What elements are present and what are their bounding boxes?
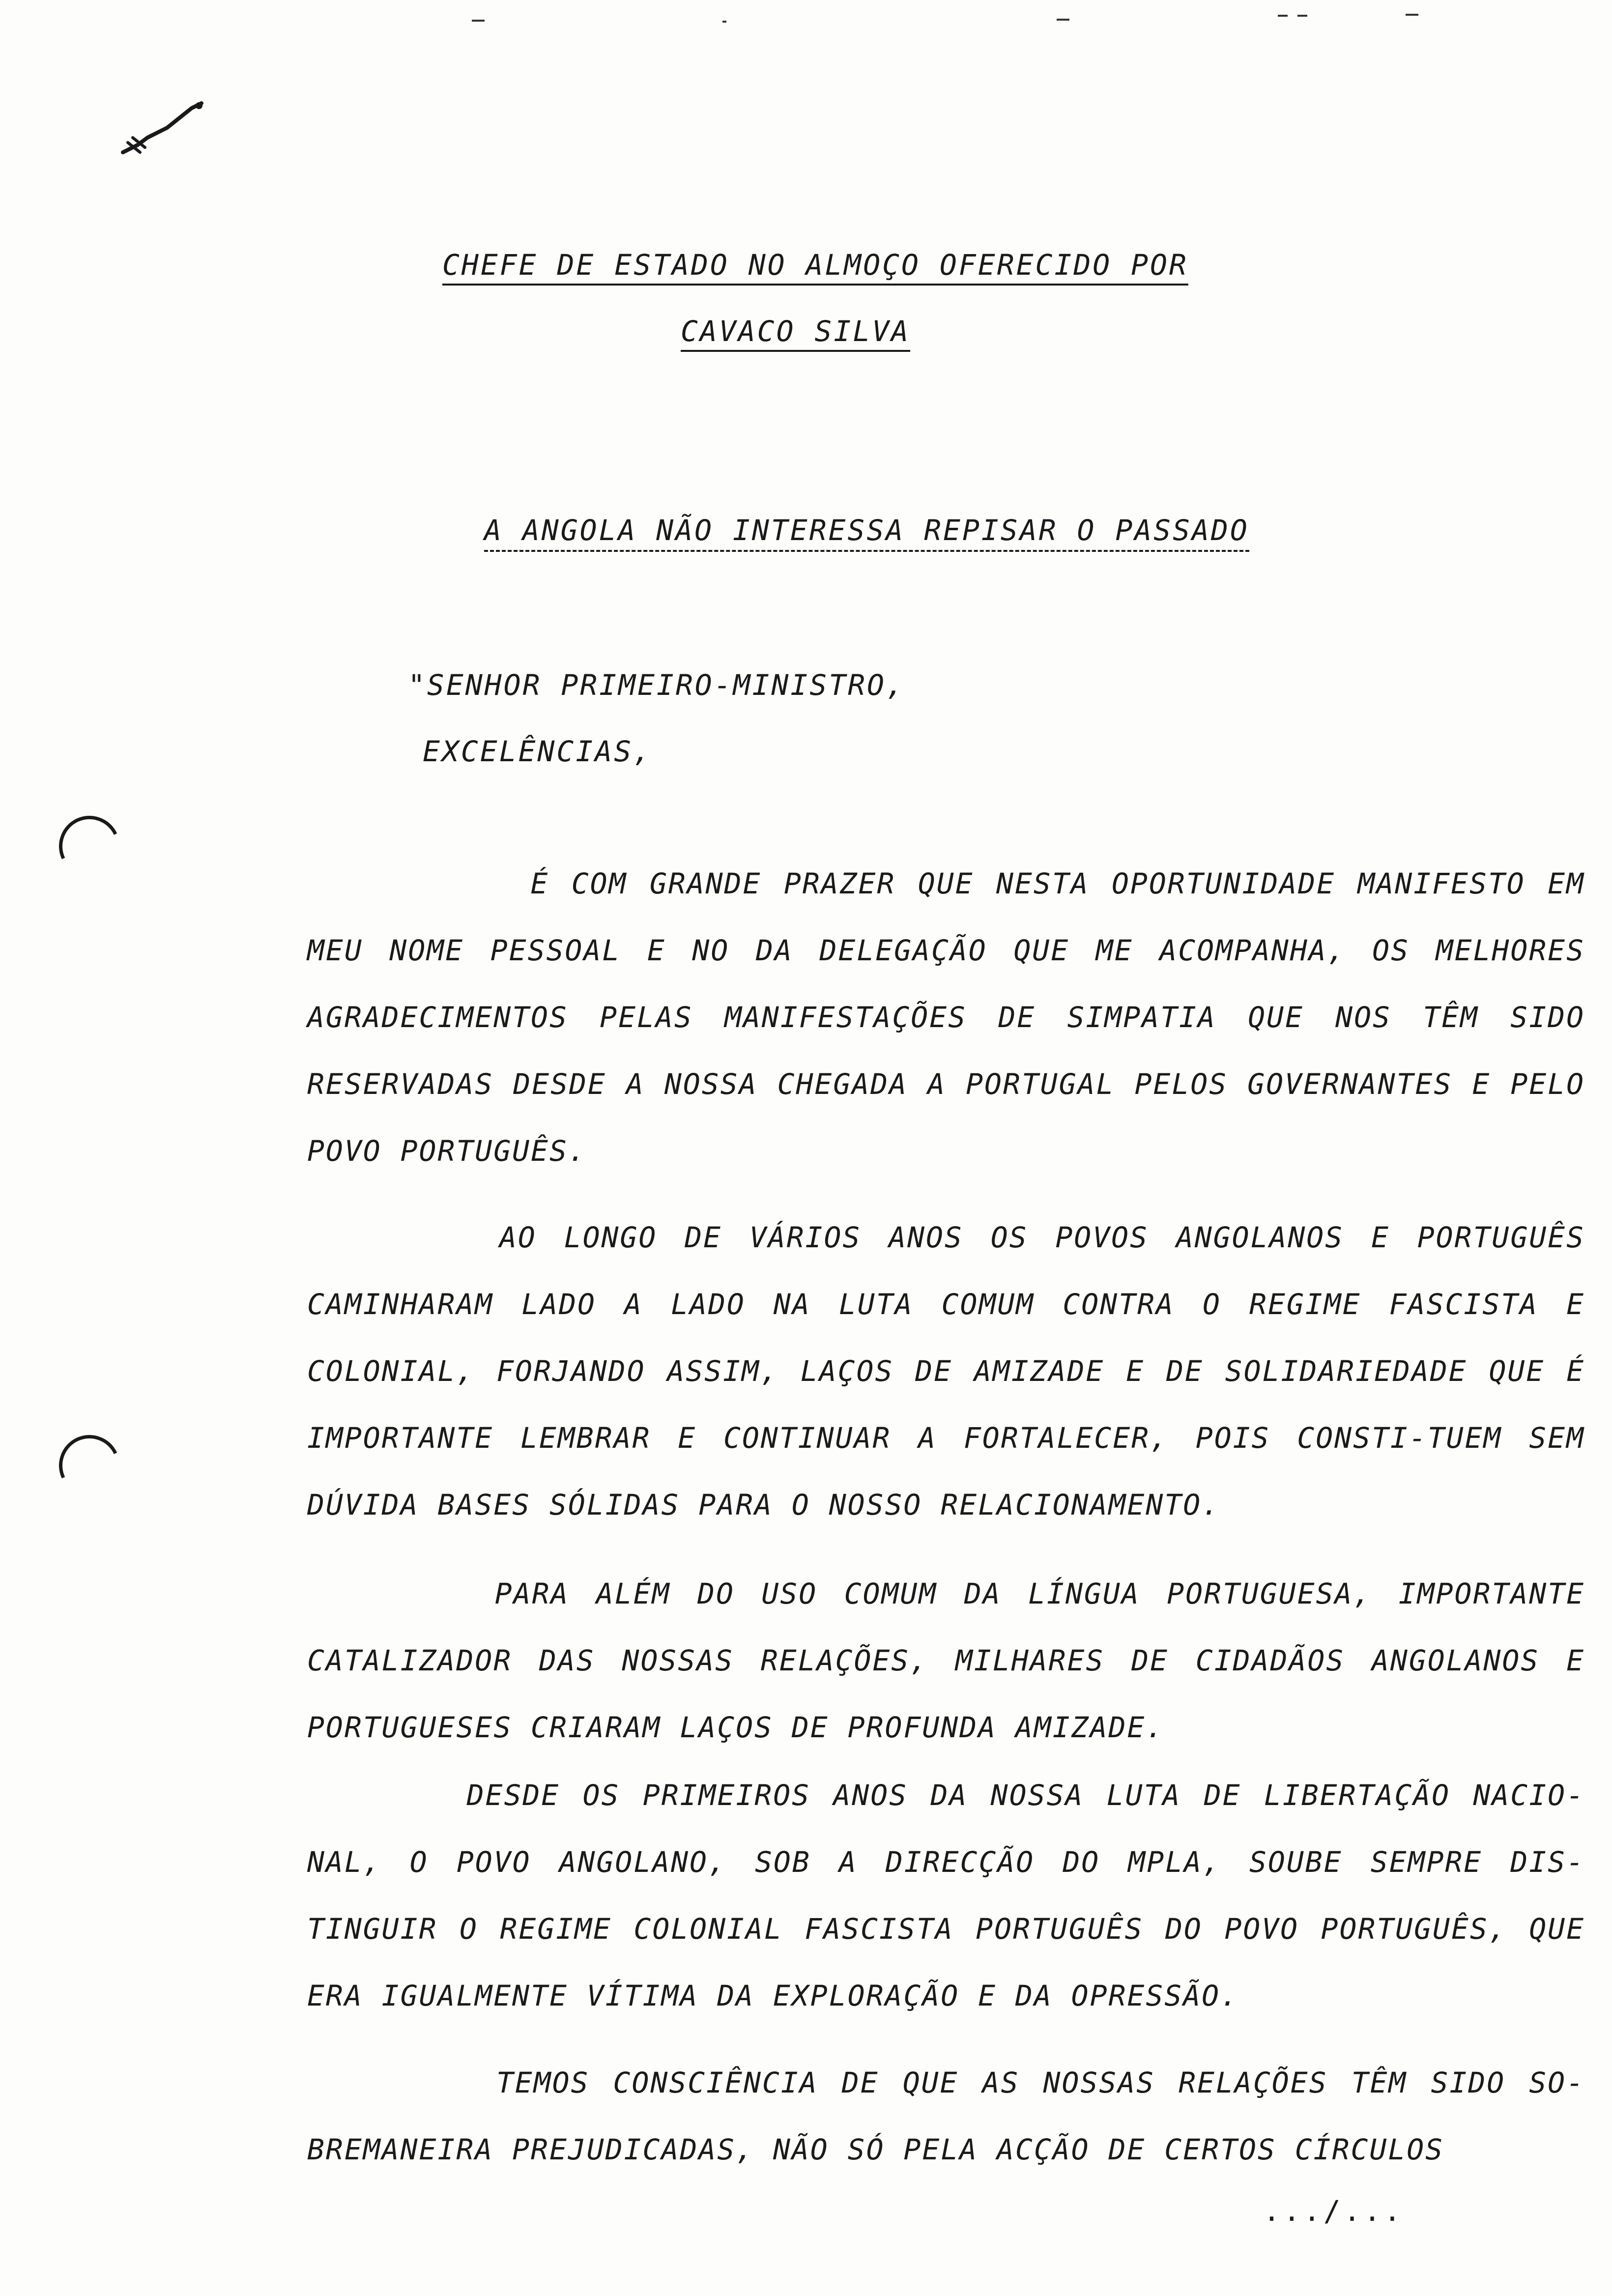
- document-subtitle: A ANGOLA NÃO INTERESSA REPISAR O PASSADO: [484, 514, 1249, 552]
- scan-mark: [722, 21, 726, 23]
- handwritten-mark-icon: [118, 98, 216, 167]
- paragraph: É COM GRANDE PRAZER QUE NESTA OPORTUNIDADE MANIFESTO EM MEU NOME PESSOAL E NO DA DELEGAÇÃO QUE ME ACOMPANHA, OS MELHORES AGRADECIMENTOS PELAS MANIFESTAÇÕES DE SIMPATIA QUE NOS TÊM SIDO RESERVADAS DESDE A NOSSA CHEGADA A PORTUGAL PELOS GOVERNANTES E PELO POVO PORTUGUÊS.: [307, 867, 1604, 1168]
- punch-hole-icon: [51, 1427, 129, 1505]
- scan-mark: [1057, 19, 1069, 21]
- salutation-line2: EXCELÊNCIAS,: [423, 735, 653, 768]
- paragraph: AO LONGO DE VÁRIOS ANOS OS POVOS ANGOLANOS E PORTUGUÊS CAMINHARAM LADO A LADO NA LUTA COMUM CONTRA O REGIME FASCISTA E COLONIAL, FORJANDO ASSIM, LAÇOS DE AMIZADE E DE SOLIDARIEDADE QUE É IMPORTANTE LEMBRAR E CONTINUAR A FORTALECER, POIS CONSTI-TUEM SEM DÚVIDA BASES SÓLIDAS PARA O NOSSO RELACIONAMENTO.: [307, 1221, 1604, 1521]
- scan-mark: [1406, 14, 1418, 16]
- paragraph: TEMOS CONSCIÊNCIA DE QUE AS NOSSAS RELAÇÕES TÊM SIDO SO-BREMANEIRA PREJUDICADAS, NÃO SÓ PELA ACÇÃO DE CERTOS CÍRCULOS: [307, 2066, 1585, 2166]
- document-title-line1: CHEFE DE ESTADO NO ALMOÇO OFERECIDO POR: [442, 248, 1188, 282]
- paragraph: DESDE OS PRIMEIROS ANOS DA NOSSA LUTA DE LIBERTAÇÃO NACIO-NAL, O POVO ANGOLANO, SOB A DIRECÇÃO DO MPLA, SOUBE SEMPRE DIS-TINGUIR O REGIME COLONIAL FASCISTA PORTUGUÊS DO POVO PORTUGUÊS, QUE ERA IGUALMENTE VÍTIMA DA EXPLORAÇÃO E DA OPRESSÃO.: [307, 1779, 1604, 2012]
- paragraph: PARA ALÉM DO USO COMUM DA LÍNGUA PORTUGUESA, IMPORTANTE CATALIZADOR DAS NOSSAS RELAÇÕES, MILHARES DE CIDADÃOS ANGOLANOS E PORTUGUESES CRIARAM LAÇOS DE PROFUNDA AMIZADE.: [307, 1577, 1604, 1744]
- salutation-line1: "SENHOR PRIMEIRO-MINISTRO,: [408, 668, 905, 702]
- scan-mark: [1297, 15, 1307, 17]
- scan-mark: [472, 20, 485, 22]
- punch-hole-icon: [51, 807, 129, 886]
- scan-mark: [1278, 15, 1288, 17]
- continued-mark: .../...: [1263, 2194, 1404, 2228]
- document-title-line2: CAVACO SILVA: [681, 315, 911, 348]
